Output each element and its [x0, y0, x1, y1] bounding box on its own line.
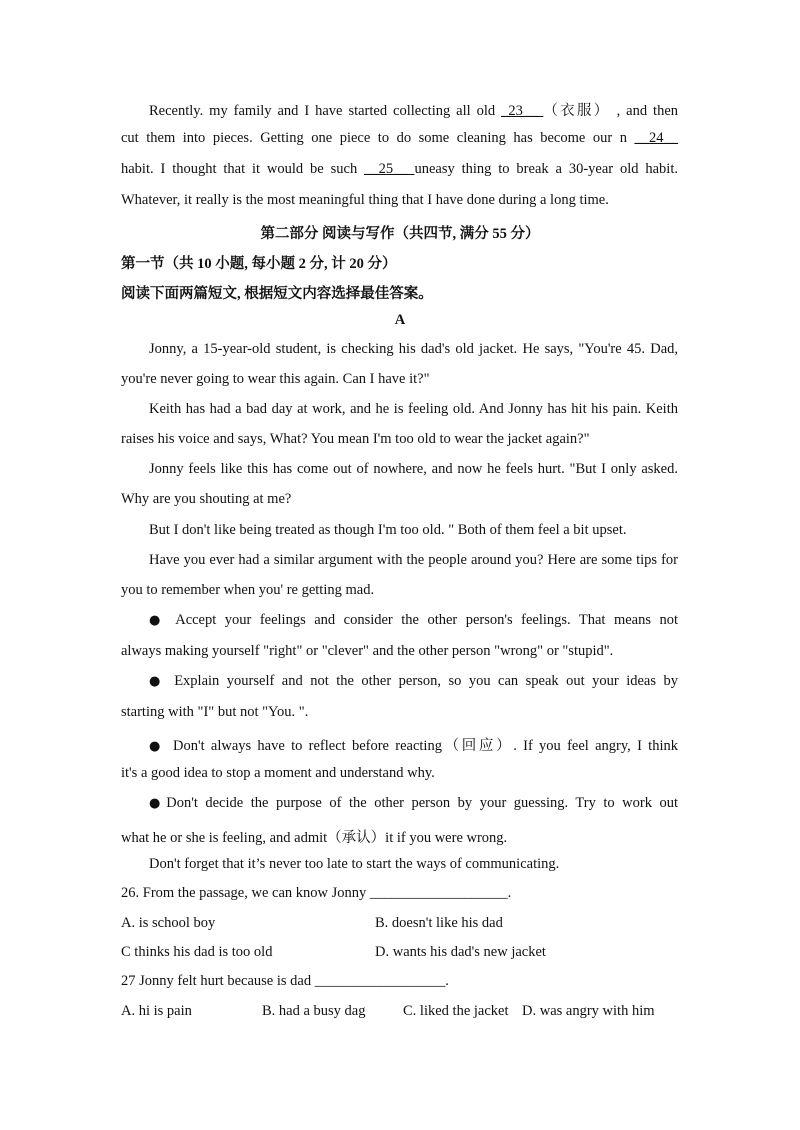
- closing-line: Don't forget that it’s never too late to start the ways of communicating.: [149, 856, 560, 872]
- tip-text: Don't decide the purpose of the other person by your guessing. Try to work out: [166, 795, 678, 811]
- cloze-text: uneasy thing to break a 30-year old habit.: [414, 161, 678, 177]
- tip-text: it's a good idea to stop a moment and understand why.: [121, 765, 435, 781]
- passage-label: A: [394, 312, 406, 328]
- passage-line: But I don't like being treated as though I'm too old. " Both of them feel a bit upset.: [149, 522, 627, 538]
- cloze-line-4: Whatever, it really is the most meaningful thing that I have done during a long time.: [121, 192, 609, 208]
- question-26-stem: 26. From the passage, we can know Jonny ___________________.: [121, 885, 512, 901]
- q27-option-d[interactable]: D. was angry with him: [522, 1003, 655, 1019]
- q27-option-c[interactable]: C. liked the jacket: [403, 1003, 509, 1019]
- bullet-icon: ●: [149, 796, 165, 811]
- passage-line: you're never going to wear this again. Can I have it?": [121, 371, 430, 387]
- cloze-hint: （衣服）: [543, 103, 611, 119]
- blank-23: _23__: [501, 103, 544, 119]
- passage-line: Why are you shouting at me?: [121, 491, 292, 507]
- instructions: 阅读下面两篇短文, 根据短文内容选择最佳答案。: [121, 286, 433, 302]
- tip-text: Accept your feelings and consider the other person's feelings. That means not: [175, 612, 679, 628]
- q26-option-a[interactable]: A. is school boy: [121, 915, 216, 931]
- tip-3: [149, 734, 678, 755]
- tip-text: Explain yourself and not the other person, so you can speak out your ideas by: [174, 673, 678, 689]
- tip-text: Don't always have to reflect before reacting（回应）. If you feel angry, I think: [173, 738, 678, 754]
- bullet-icon: ●: [149, 613, 166, 628]
- cloze-line-2: [121, 130, 678, 147]
- q27-option-b[interactable]: B. had a busy dag: [262, 1003, 366, 1019]
- tip-text: what he or she is feeling, and admit（承认）it if you were wrong.: [121, 830, 508, 846]
- bullet-icon: ●: [149, 739, 163, 754]
- q26-option-b[interactable]: B. doesn't like his dad: [375, 915, 503, 931]
- cloze-line-3: [121, 161, 678, 178]
- q27-option-a[interactable]: A. hi is pain: [121, 1003, 192, 1019]
- cloze-text: , and then: [616, 103, 679, 119]
- tip-text: always making yourself "right" or "clever" and the other person "wrong" or "stupid".: [121, 643, 614, 659]
- question-27-stem: 27 Jonny felt hurt because is dad __________________.: [121, 973, 449, 989]
- tip-text: starting with "I" but not "You. ".: [121, 704, 309, 720]
- section-heading: 第一节（共 10 小题, 每小题 2 分, 计 20 分）: [121, 256, 397, 272]
- passage-line: raises his voice and says, What? You mean I'm too old to wear the jacket again?": [121, 431, 590, 447]
- tip-1: [149, 612, 678, 629]
- passage-line: Have you ever had a similar argument with the people around you? Here are some tips for: [149, 552, 678, 568]
- passage-line: Jonny feels like this has come out of nowhere, and now he feels hurt. "But I only asked.: [149, 461, 678, 477]
- cloze-line-1: [149, 99, 678, 120]
- q26-option-c[interactable]: C thinks his dad is too old: [121, 944, 273, 960]
- cloze-text: Recently. my family and I have started collecting all old: [149, 103, 496, 119]
- bullet-icon: ●: [149, 674, 165, 689]
- passage-line: Jonny, a 15-year-old student, is checking his dad's old jacket. He says, "You're 45. Dad,: [149, 341, 678, 357]
- passage-line: you to remember when you' re getting mad.: [121, 582, 375, 598]
- blank-24: __24__: [634, 130, 678, 146]
- cloze-text: cut them into pieces. Getting one piece to do some cleaning has become our n: [121, 130, 627, 146]
- passage-line: Keith has had a bad day at work, and he is feeling old. And Jonny has hit his pain. Keith: [149, 401, 678, 417]
- tip-4: [149, 795, 678, 812]
- tip-2: [149, 673, 678, 690]
- blank-25: __25__: [364, 161, 415, 177]
- cloze-text: habit. I thought that it would be such: [121, 161, 358, 177]
- q26-option-d[interactable]: D. wants his dad's new jacket: [375, 944, 546, 960]
- part-heading: 第二部分 阅读与写作（共四节, 满分 55 分）: [260, 226, 540, 242]
